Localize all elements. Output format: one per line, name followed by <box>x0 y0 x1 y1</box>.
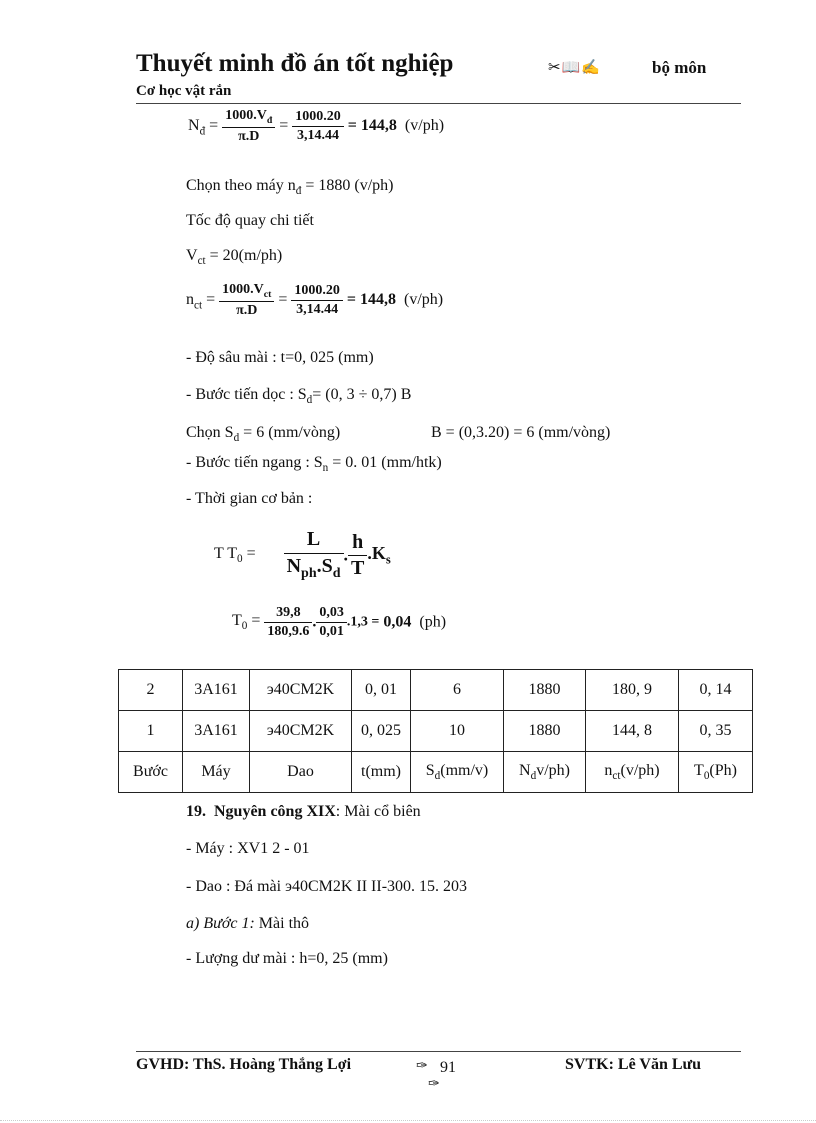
scroll-ornament-bottom-icon: ✑ <box>428 1077 440 1092</box>
process-table <box>118 669 753 793</box>
do-sau-line: - Độ sâu mài : t=0, 025 (mm) <box>186 349 374 366</box>
buoc-tien-ngang-line: - Bước tiến ngang : $S_n = 0$. 01 (mm/htk) <box>186 454 442 475</box>
table-cell: э40CM2K <box>250 711 352 752</box>
formula-nct: $n_{ct}$ = $\frac{1000.V_{ct}}{\pi.D}$ = $\frac{1000.20}{3,14.44}$ = 144,8 (v/ph) <box>186 282 444 318</box>
table-cell: 3A161 <box>183 670 250 711</box>
table-cell: 1880 <box>504 670 586 711</box>
thoi-gian-line: - Thời gian cơ bản : <box>186 490 313 507</box>
table-cell: 2 <box>119 670 183 711</box>
department-label: bộ môn <box>652 58 707 77</box>
may-line: - Máy : XV1 2 - 01 <box>186 840 310 857</box>
formula-t0-general: T $T_0$ = $\frac{L}{N_{ph}.S_d}$ . $\frac{h}{T}$ $.K_s$ <box>214 528 391 581</box>
table-row <box>119 711 753 752</box>
col-header-may: Máy <box>183 752 250 793</box>
col-header-sd: $S_d(mm/v)$ <box>411 752 504 793</box>
vct-line: $V_{ct} = 20(m/ph)$ <box>186 247 283 268</box>
scroll-ornament-icon: ✑ <box>416 1059 428 1074</box>
chon-sd-line: Chọn $S_d = 6$ (mm/vòng) <box>186 424 341 445</box>
table-cell: 1 <box>119 711 183 752</box>
table-header-row <box>119 752 753 793</box>
table-cell: 1880 <box>504 711 586 752</box>
col-header-nct: $n_{ct}(v/ph)$ <box>586 752 679 793</box>
section-heading: 19. Nguyên công XIX: Mài cổ biên <box>186 803 421 820</box>
table-cell: 0, 35 <box>679 711 753 752</box>
footer-rule <box>136 1051 741 1052</box>
page-number: 91 <box>440 1059 456 1076</box>
dao-line: - Dao : Đá mài э40CM2K II II-300. 15. 203 <box>186 878 468 895</box>
book-ornament-icon: ✂📖✍ <box>548 60 601 76</box>
col-header-buoc: Bước <box>119 752 183 793</box>
table-cell: 180, 9 <box>586 670 679 711</box>
footer-student: SVTK: Lê Văn Lưu <box>565 1056 702 1073</box>
footer-supervisor: GVHD: ThS. Hoàng Thắng Lợi <box>136 1056 352 1073</box>
table-cell: э40CM2K <box>250 670 352 711</box>
table-cell: 3A161 <box>183 711 250 752</box>
table-cell: 0, 025 <box>352 711 411 752</box>
header-rule <box>136 103 741 104</box>
table-cell: 10 <box>411 711 504 752</box>
formula-nd: $N_đ$ = $\frac{1000.V_đ}{\pi.D}$ = $\frac{1000.20}{3,14.44}$ = 144,8 (v/ph) <box>188 108 445 144</box>
table-cell: 144, 8 <box>586 711 679 752</box>
col-header-t: t(mm) <box>352 752 411 793</box>
toc-do-line: Tốc độ quay chi tiết <box>186 212 314 229</box>
col-header-t0: $T_0(Ph)$ <box>679 752 753 793</box>
table-cell: 0, 14 <box>679 670 753 711</box>
chon-nd-line: Chọn theo máy $n_đ = 1880$ (v/ph) <box>186 177 394 198</box>
buoc-1-line: a) Bước 1: Mài thô <box>186 915 310 932</box>
buoc-tien-doc-line: - Bước tiến dọc : $S_d= (0$, 3 ÷ 0,7) B <box>186 386 412 407</box>
document-subtitle: Cơ học vật rắn <box>136 83 232 99</box>
table-row <box>119 670 753 711</box>
col-header-nd: $N_dv/ph$) <box>504 752 586 793</box>
col-header-dao: Dao <box>250 752 352 793</box>
table-cell: 6 <box>411 670 504 711</box>
luong-du-line: - Lượng dư mài : h=0, 25 (mm) <box>186 950 388 967</box>
table-cell: 0, 01 <box>352 670 411 711</box>
document-title: Thuyết minh đồ án tốt nghiệp <box>136 50 454 77</box>
page-edge <box>0 1120 816 1121</box>
chon-sd-b-line: B = (0,3.20) = 6 (mm/vòng) <box>431 424 611 441</box>
formula-t0-calc: $T_0$ = $\frac{39,8}{180,9.6}$ . $\frac{0,03}{0,01}$ .1,3 = 0,04 (ph) <box>232 605 447 639</box>
